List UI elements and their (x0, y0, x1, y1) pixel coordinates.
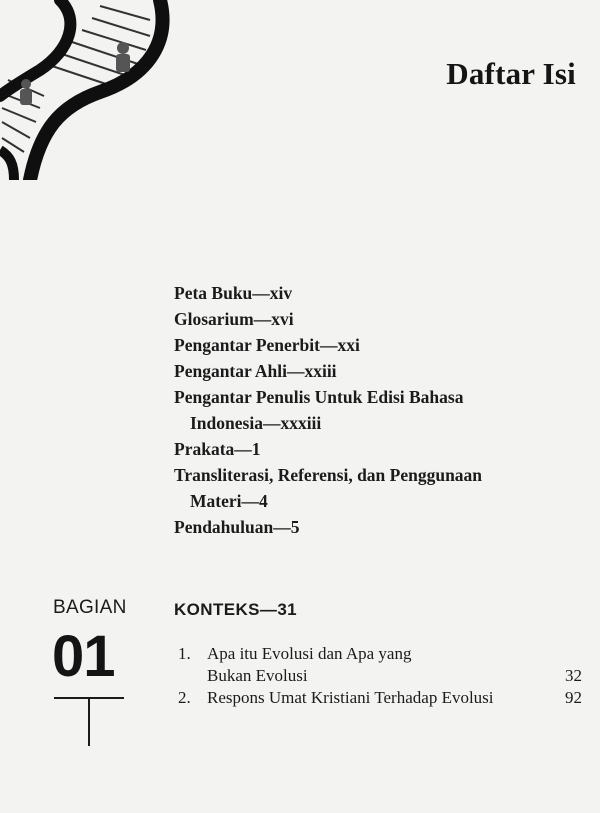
front-matter-list (174, 280, 584, 540)
chapter-item[interactable] (174, 643, 584, 687)
toc-entry-peta-buku[interactable]: Peta Buku—xiv (174, 283, 293, 303)
chapter-title: Respons Umat Kristiani Terhadap Evolusi (207, 688, 494, 707)
page-title: Daftar Isi (446, 56, 576, 91)
part-divider-vertical (88, 698, 90, 746)
toc-entry-pengantar-penulis[interactable]: Pengantar Penulis Untuk Edisi Bahasa Indonesia—xxxiii (174, 387, 464, 433)
toc-entry-prakata[interactable]: Prakata—1 (174, 439, 261, 459)
part-title[interactable]: KONTEKS—31 (174, 600, 298, 619)
chapter-page: 92 (565, 688, 582, 707)
toc-entry-pengantar-penerbit[interactable]: Pengantar Penerbit—xxi (174, 335, 360, 355)
toc-entry-glosarium[interactable]: Glosarium—xvi (174, 309, 294, 329)
chapter-page: 32 (565, 666, 582, 685)
toc-entry-pendahuluan[interactable]: Pendahuluan—5 (174, 517, 300, 537)
chapter-list (174, 643, 584, 709)
chapter-item[interactable] (174, 687, 584, 709)
chapter-title: Apa itu Evolusi dan Apa yang Bukan Evolusi (207, 644, 412, 685)
toc-entry-pengantar-ahli[interactable]: Pengantar Ahli—xxiii (174, 361, 337, 381)
chapter-number: 2. (178, 688, 191, 707)
part-number: 01 (52, 624, 115, 689)
part-label: BAGIAN (53, 597, 127, 618)
chapter-number: 1. (178, 644, 191, 663)
dna-helix-illustration (0, 0, 185, 180)
toc-entry-transliterasi[interactable]: Transliterasi, Referensi, dan Penggunaan Materi—4 (174, 465, 483, 511)
